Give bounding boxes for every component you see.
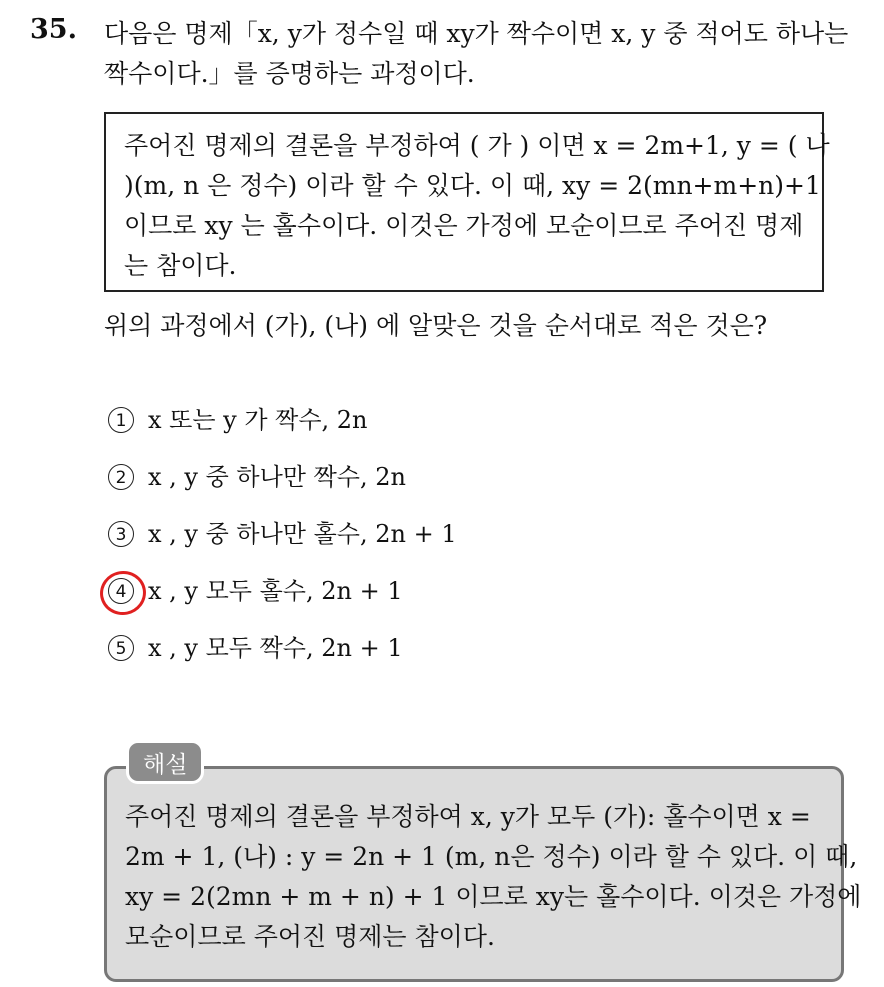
choice-number-5: 5 [108, 635, 134, 661]
choice-1[interactable] [108, 400, 368, 440]
question-number: 35. [30, 14, 77, 45]
proof-line-3: 이므로 xy 는 홀수이다. 이것은 가정에 모순이므로 주어진 명제 [124, 211, 804, 240]
question-prompt: 위의 과정에서 (가), (나) 에 알맞은 것을 순서대로 적은 것은? [104, 311, 768, 340]
choice-text-2: x , y 중 하나만 짝수, 2n [148, 463, 406, 491]
choice-text-1: x 또는 y 가 짝수, 2n [148, 406, 368, 434]
choice-number-1: 1 [108, 407, 134, 433]
proof-line-1: 주어진 명제의 결론을 부정하여 ( 가 ) 이면 x = 2m+1, y = ( 나 [124, 131, 830, 160]
choice-4[interactable] [108, 571, 403, 611]
choice-5[interactable] [108, 628, 403, 668]
proof-box [104, 112, 830, 292]
question-text [104, 14, 864, 94]
proof-line-2: )(m, n 은 정수) 이라 할 수 있다. 이 때, xy = 2(mn+m+n)+1 [124, 171, 821, 200]
explanation-line-4: 모순이므로 주어진 명제는 참이다. [125, 922, 495, 951]
proof-line-4: 는 참이다. [124, 251, 237, 280]
choice-number-3: 3 [108, 521, 134, 547]
choice-3[interactable] [108, 514, 457, 554]
choice-text-4: x , y 모두 홀수, 2n + 1 [148, 577, 403, 605]
choice-text-3: x , y 중 하나만 홀수, 2n + 1 [148, 520, 457, 548]
explanation-tag: 해설 [126, 740, 204, 784]
choice-2[interactable] [108, 457, 406, 497]
choice-number-2: 2 [108, 464, 134, 490]
explanation-line-2: 2m + 1, (나) : y = 2n + 1 (m, n은 정수) 이라 할 수 있다. 이 때, [125, 842, 858, 871]
explanation-box [104, 766, 862, 982]
question-line-2: 짝수이다.」를 증명하는 과정이다. [104, 59, 475, 88]
explanation-line-3: xy = 2(2mn + m + n) + 1 이므로 xy는 홀수이다. 이것은 가정에 [125, 882, 862, 911]
question-line-1: 다음은 명제「x, y가 정수일 때 xy가 짝수이면 x, y 중 적어도 하나는 [104, 19, 849, 48]
explanation-line-1: 주어진 명제의 결론을 부정하여 x, y가 모두 (가): 홀수이면 x = [125, 802, 811, 831]
choice-number-4-selected: 4 [108, 578, 134, 604]
choice-text-5: x , y 모두 짝수, 2n + 1 [148, 634, 403, 662]
